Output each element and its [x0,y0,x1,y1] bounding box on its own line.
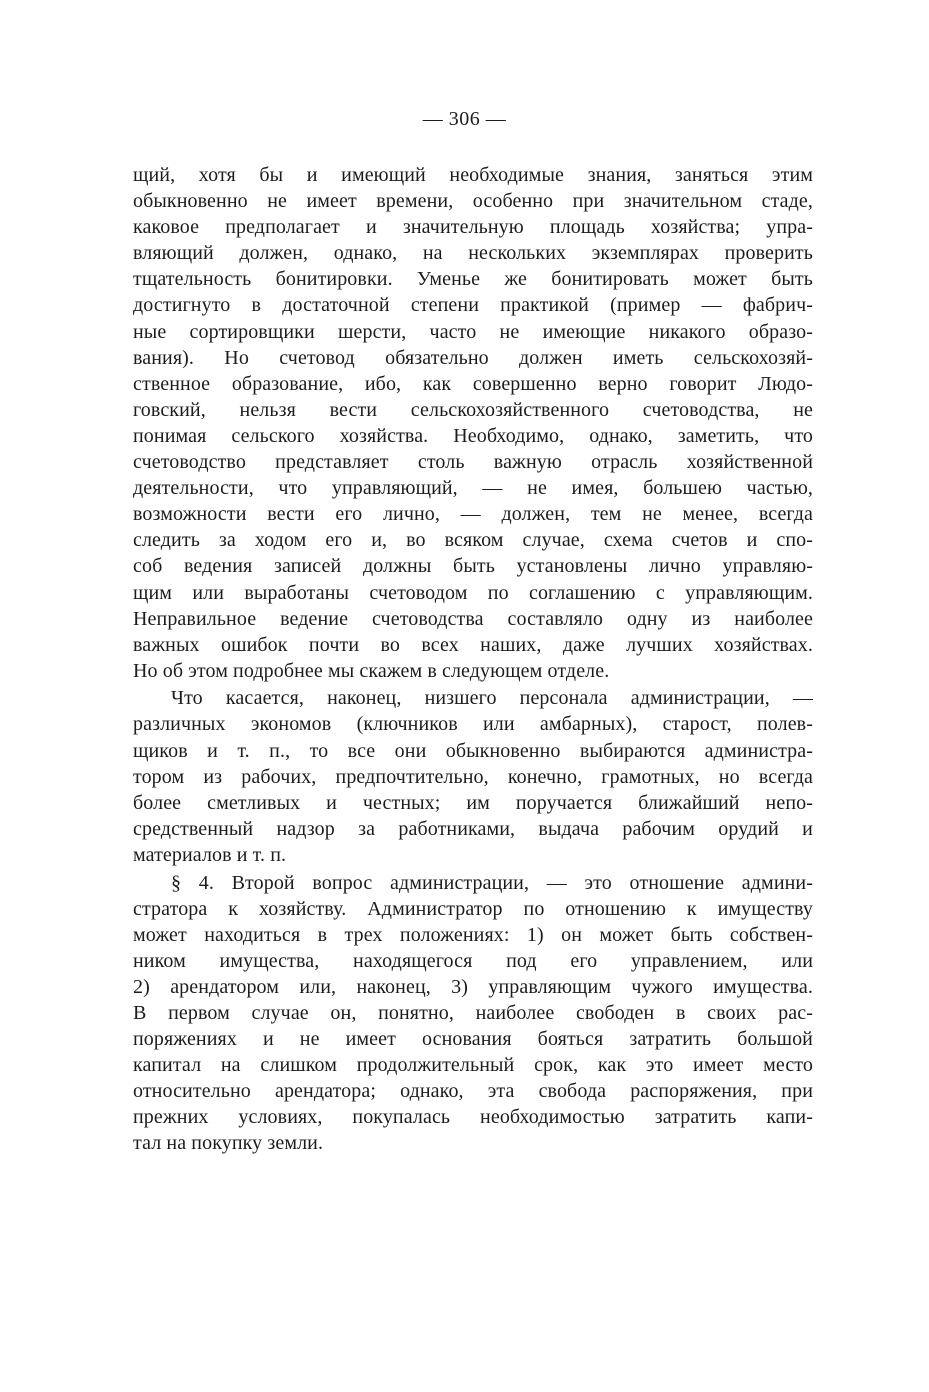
paragraph-1 [133,162,813,684]
text-line: ником имущества, находящегося под его управлением, или [133,949,813,972]
page-number: — 306 — [422,108,507,130]
text-line: Неправильное ведение счетоводства составляло одну из наиболее [133,607,813,630]
body-text [133,162,813,1157]
text-line: обыкновенно не имеет времени, особенно при значительном стаде, [133,190,813,213]
text-line: капитал на слишком продолжительный срок, как это имеет место [133,1054,813,1077]
text-line: говский, нельзя вести сельскохозяйственного счетоводства, не [133,398,813,421]
text-line: прежних условиях, покупалась необходимостью затратить капи- [133,1106,813,1129]
text-line: понимая сельского хозяйства. Необходимо, однако, заметить, что [133,424,813,447]
text-line: Но об этом подробнее мы скажем в следующем отделе. [133,659,610,682]
text-line: вания). Но счетовод обязательно должен иметь сельскохозяй- [133,346,813,369]
text-line: поряжениях и не имеет основания бояться затратить большой [133,1028,813,1051]
text-line: может находиться в трех положениях: 1) он может быть собствен- [133,923,813,946]
text-line: соб ведения записей должны быть установлены лично управляю- [133,555,813,578]
text-line: материалов и т. п. [133,843,287,866]
text-line: ственное образование, ибо, как совершенно верно говорит Людо- [133,372,813,395]
text-line: щим или выработаны счетоводом по соглашению с управляющим. [133,581,813,604]
text-line: следить за ходом его и, во всяком случае, схема счетов и спо- [133,529,813,552]
text-line: тал на покупку земли. [133,1132,324,1155]
text-line: В первом случае он, понятно, наиболее свободен в своих рас- [133,1002,813,1024]
text-line: относительно арендатора; однако, эта свобода распоряжения, при [133,1080,813,1103]
text-line: вляющий должен, однако, на нескольких экземплярах проверить [133,242,813,265]
text-line: щиков и т. п., то все они обыкновенно выбираются администра- [133,739,813,762]
text-line: деятельности, что управляющий, — не имея, большею частью, [133,477,813,500]
text-line: тщательность бонитировки. Уменье же бонитировать может быть [133,268,813,291]
text-line: щий, хотя бы и имеющий необходимые знания, заняться этим [133,164,813,186]
text-line: тором из рабочих, предпочтительно, конечно, грамотных, но всегда [133,765,813,788]
text-line: ные сортировщики шерсти, часто не имеющие никакого образо- [133,320,813,343]
text-line: важных ошибок почти во всех наших, даже лучших хозяйствах. [133,633,813,656]
text-line: более сметливых и честных; им поручается ближайший непо- [133,791,813,814]
text-line: возможности вести его лично, — должен, тем не менее, всегда [133,503,813,526]
paragraph-2 [133,685,813,868]
text-line: § 4. Второй вопрос администрации, — это отношение админи- [171,871,813,894]
text-line: достигнуто в достаточной степени практикой (пример — фабрич- [133,294,813,317]
text-line: каковое предполагает и значительную площадь хозяйства; упра- [133,216,813,239]
text-line: счетоводство представляет столь важную отрасль хозяйственной [133,451,813,474]
text-line: различных экономов (ключников или амбарных), старост, полев- [133,713,813,736]
text-line: Что касается, наконец, низшего персонала администрации, — [171,687,813,710]
text-line: средственный надзор за работниками, выдача рабочим орудий и [133,817,813,840]
paragraph-3 [133,870,813,1157]
text-line: стратора к хозяйству. Администратор по отношению к имуществу [133,897,813,920]
text-line: 2) арендатором или, наконец, 3) управляющим чужого имущества. [133,975,813,998]
